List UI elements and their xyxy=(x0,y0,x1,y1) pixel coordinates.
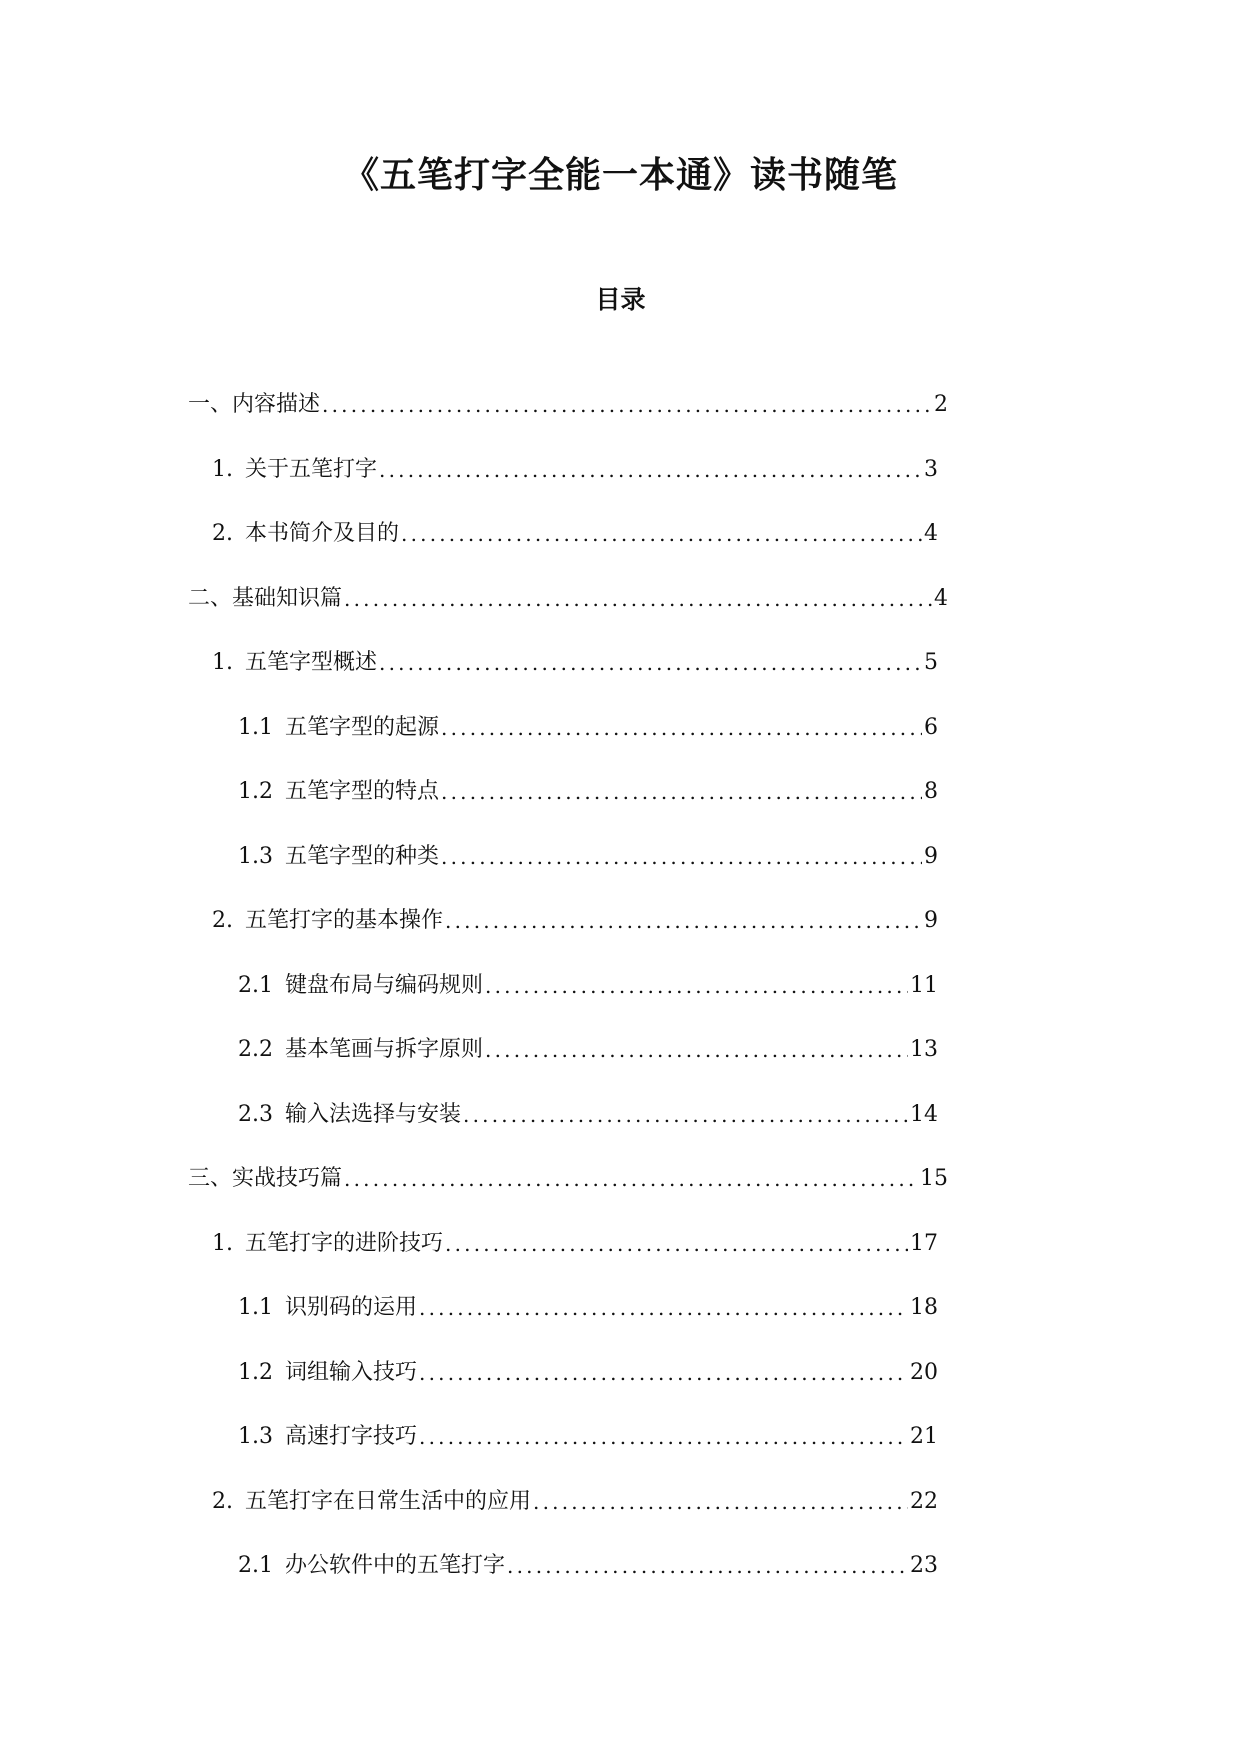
toc-entry-page-number: 2 xyxy=(934,392,948,417)
toc-dot-leader xyxy=(419,1358,908,1388)
toc-entry-title: 词组输入技巧 xyxy=(285,1359,418,1385)
toc-entry-title: 五笔字型概述 xyxy=(245,650,378,675)
toc-entry-number: 2.2 xyxy=(238,1037,273,1062)
toc-entry-page-number: 22 xyxy=(910,1488,938,1514)
toc-entry[interactable] xyxy=(188,380,948,420)
toc-entry-page-number: 21 xyxy=(910,1424,938,1449)
toc-dot-leader xyxy=(441,713,922,743)
toc-entry-number: 1.2 xyxy=(238,1359,273,1385)
toc-entry-title: 五笔打字的基本操作 xyxy=(245,908,444,933)
toc-entry[interactable] xyxy=(238,961,938,1001)
toc-entry-title: 基础知识篇 xyxy=(232,585,343,611)
toc-entry-number: 1.2 xyxy=(238,779,273,804)
toc-entry[interactable] xyxy=(238,703,938,743)
toc-dot-leader xyxy=(485,1035,908,1065)
toc-entry[interactable] xyxy=(212,509,938,549)
toc-entry[interactable] xyxy=(188,574,948,614)
toc-dot-leader xyxy=(533,1487,908,1517)
toc-dot-leader xyxy=(445,906,922,936)
toc-entry-page-number: 9 xyxy=(924,908,938,933)
toc-entry-page-number: 23 xyxy=(910,1553,938,1578)
toc-entry-title: 输入法选择与安装 xyxy=(285,1101,462,1127)
toc-dot-leader xyxy=(419,1293,908,1323)
toc-entry-number: 2.1 xyxy=(238,1553,273,1578)
toc-dot-leader xyxy=(401,519,922,549)
toc-entry-title: 内容描述 xyxy=(232,392,321,417)
toc-entry-title: 五笔字型的种类 xyxy=(285,843,440,869)
toc-entry[interactable] xyxy=(212,445,938,485)
toc-entry-title: 识别码的运用 xyxy=(285,1295,418,1320)
document-title: 《五笔打字全能一本通》读书随笔 xyxy=(342,155,898,196)
toc-dot-leader xyxy=(419,1422,908,1452)
toc-entry-number: 1. xyxy=(212,1230,233,1256)
toc-dot-leader xyxy=(485,971,908,1001)
toc-entry-title: 五笔打字在日常生活中的应用 xyxy=(245,1488,532,1514)
toc-entry[interactable] xyxy=(238,1090,938,1130)
toc-entry-page-number: 5 xyxy=(924,650,938,675)
toc-entry-page-number: 3 xyxy=(924,456,938,482)
toc-entry[interactable] xyxy=(212,1219,938,1259)
toc-entry-title: 关于五笔打字 xyxy=(245,456,378,482)
toc-entry[interactable] xyxy=(238,832,938,872)
toc-entry-number: 2.1 xyxy=(238,972,273,998)
toc-entry[interactable] xyxy=(238,1541,938,1581)
toc-entry-title: 本书简介及目的 xyxy=(245,521,400,546)
toc-entry[interactable] xyxy=(238,767,938,807)
toc-entry[interactable] xyxy=(188,1154,948,1194)
toc-entry-page-number: 6 xyxy=(924,714,938,740)
toc-entry-page-number: 18 xyxy=(910,1295,938,1320)
toc-entry-number: 2.3 xyxy=(238,1101,273,1127)
toc-entry-page-number: 4 xyxy=(924,521,938,546)
toc-entry-title: 高速打字技巧 xyxy=(285,1424,418,1449)
toc-entry[interactable] xyxy=(238,1283,938,1323)
toc-entry-number: 二、 xyxy=(188,585,233,611)
toc-entry-page-number: 14 xyxy=(910,1101,938,1127)
toc-entry-number: 1.3 xyxy=(238,843,273,869)
toc-dot-leader xyxy=(445,1229,908,1259)
toc-entry[interactable] xyxy=(238,1025,938,1065)
toc-entry-number: 三、 xyxy=(188,1166,233,1191)
toc-entry-page-number: 15 xyxy=(920,1166,948,1191)
toc-entry-title: 实战技巧篇 xyxy=(232,1166,343,1191)
toc-entry[interactable] xyxy=(238,1412,938,1452)
toc-entry-number: 2. xyxy=(212,521,233,546)
toc-dot-leader xyxy=(463,1100,908,1130)
toc-entry-number: 1. xyxy=(212,650,233,675)
toc-dot-leader xyxy=(379,455,922,485)
toc-entry-page-number: 20 xyxy=(910,1359,938,1385)
toc-dot-leader xyxy=(441,842,922,872)
toc-entry-number: 1.1 xyxy=(238,1295,273,1320)
toc-entry-title: 五笔字型的特点 xyxy=(285,779,440,804)
toc-entry-page-number: 17 xyxy=(910,1230,938,1256)
toc-entry-title: 基本笔画与拆字原则 xyxy=(285,1037,484,1062)
toc-entry-page-number: 4 xyxy=(934,585,948,611)
toc-entry[interactable] xyxy=(212,896,938,936)
toc-entry-page-number: 9 xyxy=(924,843,938,869)
toc-entry[interactable] xyxy=(212,1477,938,1517)
toc-entry-number: 一、 xyxy=(188,392,233,417)
toc-entry-page-number: 13 xyxy=(910,1037,938,1062)
toc-entry[interactable] xyxy=(238,1348,938,1388)
toc-entry-number: 2. xyxy=(212,1488,233,1514)
toc-dot-leader xyxy=(344,1164,918,1194)
toc-dot-leader xyxy=(507,1551,908,1581)
toc-dot-leader xyxy=(344,584,932,614)
toc-entry-number: 1.3 xyxy=(238,1424,273,1449)
toc-entry-title: 办公软件中的五笔打字 xyxy=(285,1553,506,1578)
toc-entry-title: 五笔字型的起源 xyxy=(285,714,440,740)
toc-heading: 目录 xyxy=(595,285,646,314)
toc-entry[interactable] xyxy=(212,638,938,678)
toc-dot-leader xyxy=(322,390,932,420)
toc-entry-title: 键盘布局与编码规则 xyxy=(285,972,484,998)
toc-entry-page-number: 8 xyxy=(924,779,938,804)
toc-entry-page-number: 11 xyxy=(910,972,938,998)
toc-entry-number: 1. xyxy=(212,456,233,482)
toc-dot-leader xyxy=(441,777,922,807)
toc-entry-title: 五笔打字的进阶技巧 xyxy=(245,1230,444,1256)
toc-entry-number: 2. xyxy=(212,908,233,933)
toc-entry-number: 1.1 xyxy=(238,714,273,740)
toc-dot-leader xyxy=(379,648,922,678)
